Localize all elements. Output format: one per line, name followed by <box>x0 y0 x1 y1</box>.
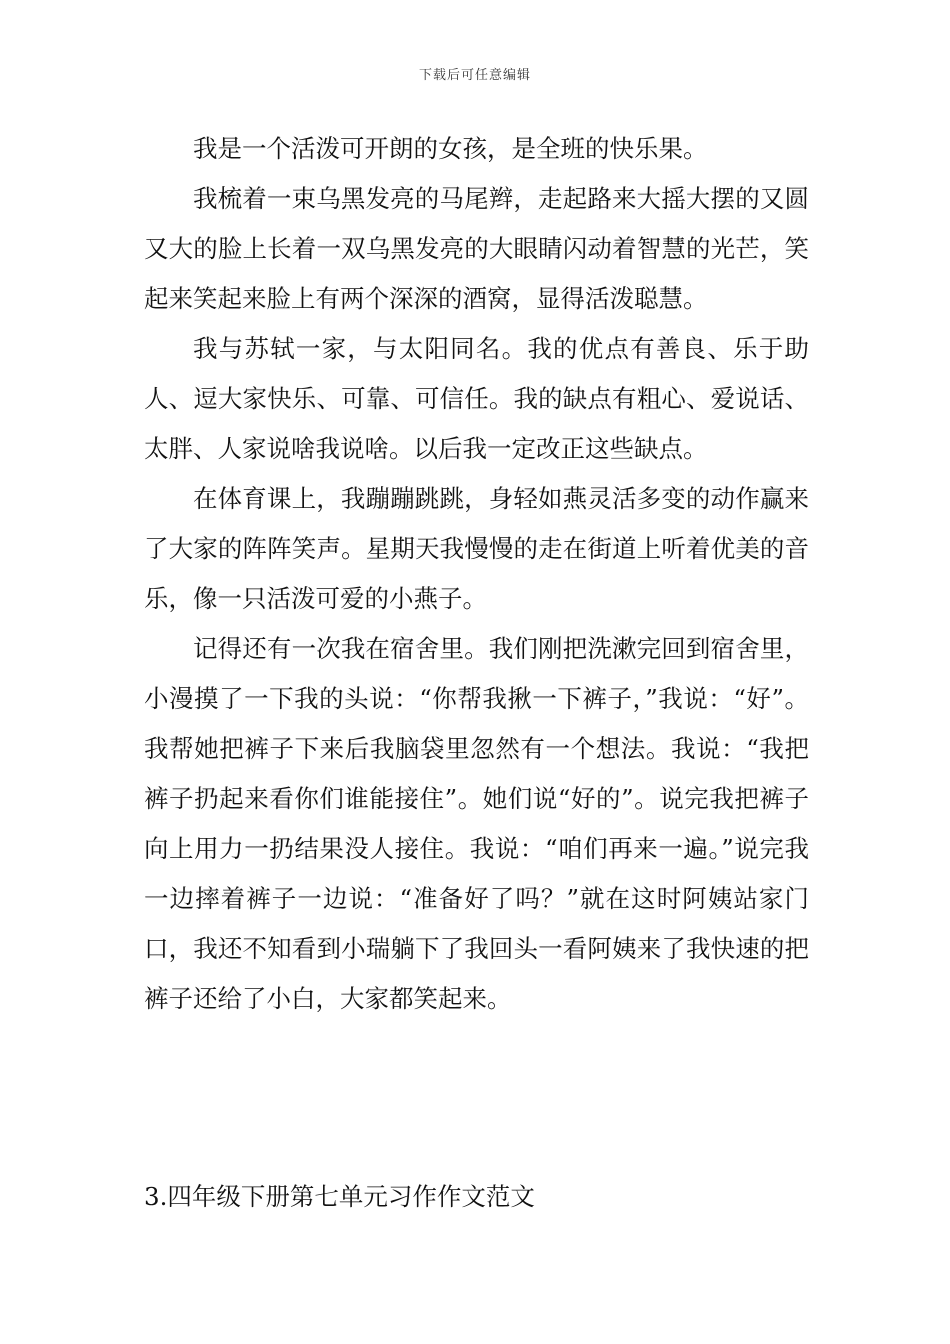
essay-body <box>144 124 809 1024</box>
paragraph-5: 记得还有一次我在宿舍里。我们刚把洗漱完回到宿舍里，小漫摸了一下我的头说：“你帮我揪一下裤子，”我说：“好”。我帮她把裤子下来后我脑袋里忽然有一个想法。我说：“我把裤子扔起来看你们谁能接住”。她们说“好的”。说完我把裤子向上用力一扔结果没人接住。我说：“咱们再来一遍。”说完我一边摔着裤子一边说：“准备好了吗？”就在这时阿姨站家门口，我还不知看到小瑞躺下了我回头一看阿姨来了我快速的把裤子还给了小白，大家都笑起来。 <box>144 634 809 1013</box>
paragraph-3: 我与苏轼一家，与太阳同名。我的优点有善良、乐于助人、逗大家快乐、可靠、可信任。我的缺点有粗心、爱说话、太胖、人家说啥我说啥。以后我一定改正这些缺点。 <box>144 334 809 463</box>
paragraph-4: 在体育课上，我蹦蹦跳跳，身轻如燕灵活多变的动作赢来了大家的阵阵笑声。星期天我慢慢的走在街道上听着优美的音乐，像一只活泼可爱的小燕子。 <box>144 484 809 613</box>
section-heading: 3.四年级下册第七单元习作作文范文 <box>144 1182 535 1211</box>
page-header: 下载后可任意编辑 <box>418 68 531 83</box>
paragraph-1: 我是一个活泼可开朗的女孩，是全班的快乐果。 <box>193 134 708 163</box>
paragraph-2: 我梳着一束乌黑发亮的马尾辫，走起路来大摇大摆的又圆又大的脸上长着一双乌黑发亮的大眼睛闪动着智慧的光芒，笑起来笑起来脸上有两个深深的酒窝，显得活泼聪慧。 <box>144 184 809 313</box>
